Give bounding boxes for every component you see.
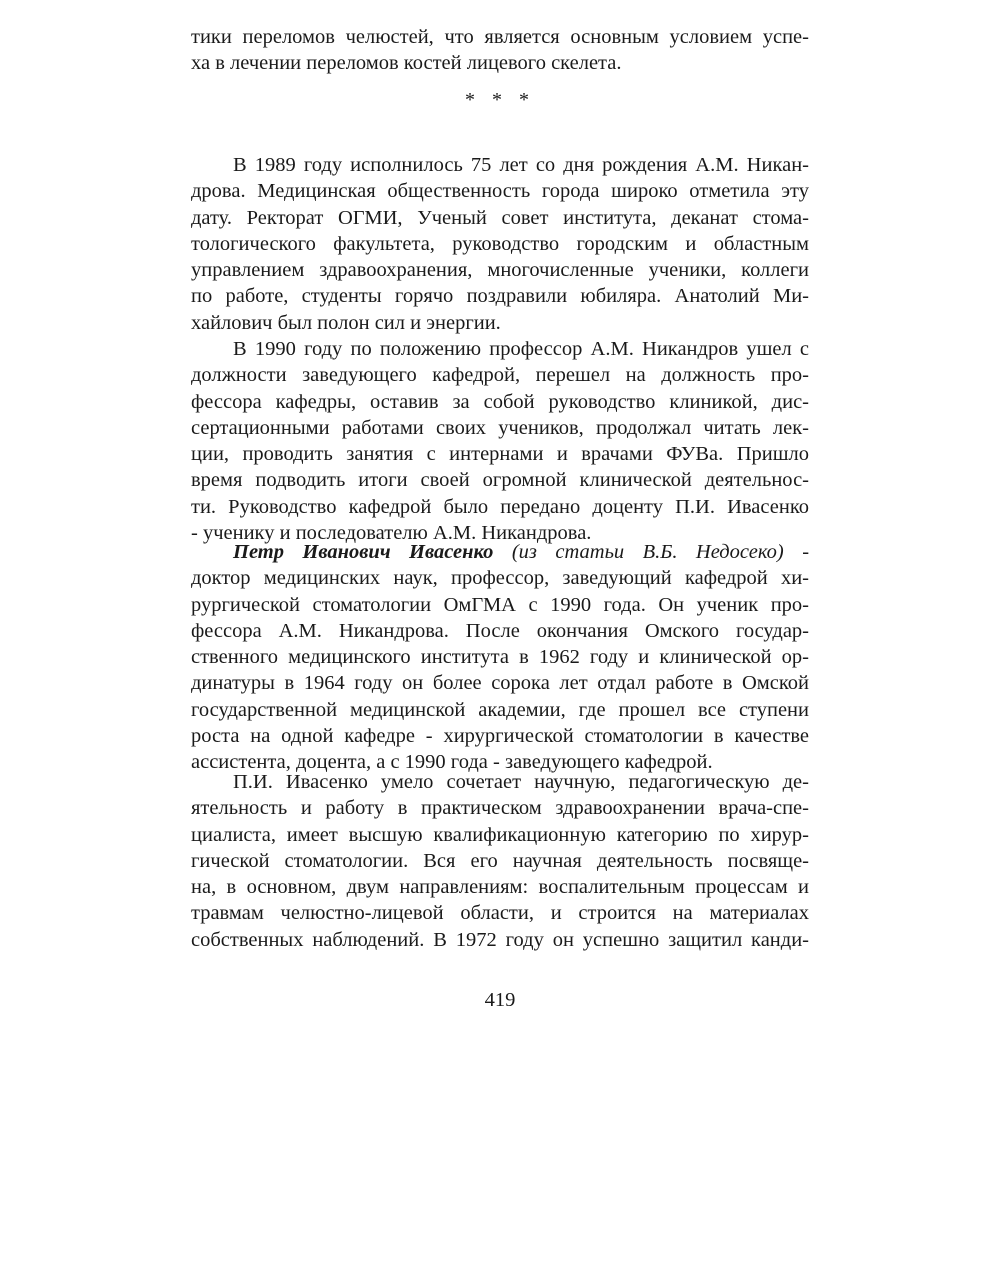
text-line: - ученику и последователю А.М. Никандрова. [191, 522, 592, 545]
text-line: фессора А.М. Никандрова. После окончания Омского государ- [191, 619, 809, 642]
text-line: циалиста, имеет высшую квалификационную категорию по хирур- [191, 823, 809, 846]
text-line: динатуры в 1964 году он более сорока лет отдал работе в Омской [191, 672, 809, 695]
section-separator: * * * [465, 89, 535, 111]
text-line: В 1990 году по положению профессор А.М. Никандров ушел с [233, 338, 809, 360]
text-line: дату. Ректорат ОГМИ, Ученый совет института, деканат стома- [191, 206, 809, 229]
text-line: дрова. Медицинская общественность города широко отметила эту [191, 180, 809, 203]
page-number: 419 [484, 989, 516, 1011]
text-line: В 1989 году исполнилось 75 лет со дня рождения А.М. Никан- [233, 154, 809, 176]
continued-paragraph [191, 24, 809, 77]
paragraph-retirement [191, 336, 809, 546]
text-line: гической стоматологии. Вся его научная деятельность посвяще- [191, 849, 809, 872]
text-line: ти. Руководство кафедрой было передано доценту П.И. Ивасенко [191, 495, 809, 518]
text-line: фессора кафедры, оставив за собой руководство клиникой, дис- [191, 390, 809, 413]
text-line: государственной медицинской академии, где прошел все ступени [191, 698, 809, 721]
text-line: рургической стоматологии ОмГМА с 1990 года. Он ученик про- [191, 593, 809, 616]
text-line: П.И. Ивасенко умело сочетает научную, педагогическую де- [233, 771, 809, 793]
text-line: должности заведующего кафедрой, перешел на должность про- [191, 364, 809, 387]
text-line: доктор медицинских наук, профессор, заведующий кафедрой хи- [191, 567, 809, 590]
text-line: собственных наблюдений. В 1972 году он успешно защитил канди- [191, 928, 809, 951]
text-line: управлением здравоохранения, многочисленные ученики, коллеги [191, 259, 809, 282]
text-line: ции, проводить занятия с интернами и врачами ФУВа. Пришло [191, 443, 809, 466]
text-line [191, 539, 809, 565]
text-line: сертационными работами своих учеников, продолжал читать лек- [191, 416, 809, 439]
person-name: Петр Иванович Ивасенко [233, 541, 494, 563]
source-citation: (из статьи В.Б. Недосеко) [511, 541, 784, 563]
text-line: ственного медицинского института в 1962 году и клинической ор- [191, 646, 809, 669]
text-line: на, в основном, двум направлениям: воспалительным процессам и [191, 876, 809, 899]
paragraph-anniversary [191, 152, 809, 336]
text-line: хайлович был полон сил и энергии. [191, 311, 501, 334]
text-line: тики переломов челюстей, что является основным условием успе- [191, 26, 809, 48]
text-line: по работе, студенты горячо поздравили юбиляра. Анатолий Ми- [191, 285, 809, 308]
paragraph-ivasenko-bio [191, 539, 809, 776]
text-line: травмам челюстно-лицевой области, и строится на материалах [191, 902, 809, 925]
text-line: ассистента, доцента, а с 1990 года - заведующего кафедрой. [191, 751, 713, 774]
paragraph-scientific-work [191, 769, 809, 953]
text-line: роста на одной кафедре - хирургической стоматологии в качестве [191, 725, 809, 748]
text-line: ха в лечении переломов костей лицевого скелета. [191, 52, 622, 75]
text-line: время подводить итоги своей огромной клинической деятельнос- [191, 469, 809, 492]
dash: - [802, 541, 810, 563]
text-line: тологического факультета, руководство городским и областным [191, 232, 809, 255]
text-line: ятельность и работу в практическом здравоохранении врача-спе- [191, 797, 809, 820]
